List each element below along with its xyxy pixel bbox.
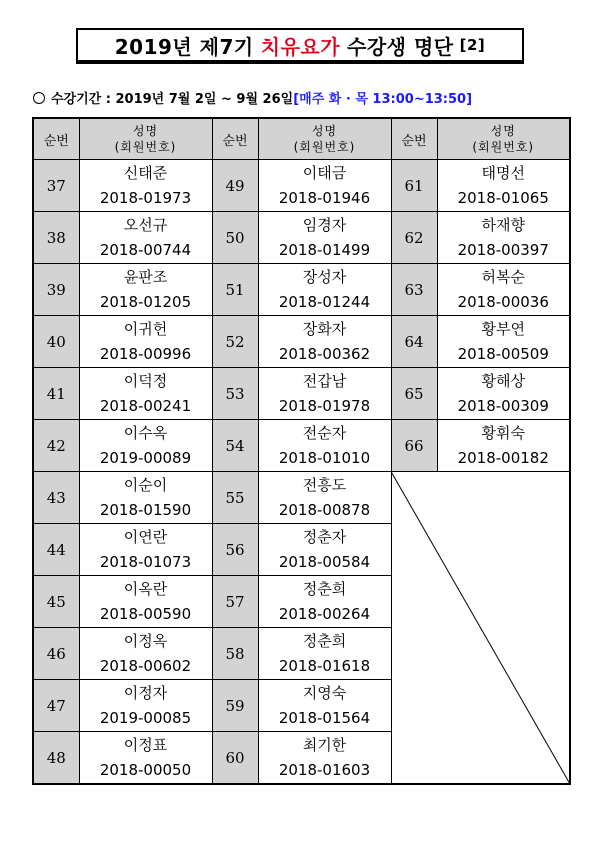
entry-number: 52 (212, 316, 258, 368)
entry-number: 64 (391, 316, 437, 368)
member-cell (437, 212, 570, 264)
member-name: 최기한 (302, 735, 347, 754)
entry-number: 38 (33, 212, 79, 264)
member-id: 2018-01244 (278, 292, 371, 311)
member-id: 2018-01618 (278, 656, 371, 675)
entry-number: 37 (33, 160, 79, 212)
entry-number: 60 (212, 732, 258, 785)
member-id: 2018-00241 (99, 396, 192, 415)
member-cell (79, 264, 212, 316)
entry-number: 65 (391, 368, 437, 420)
member-id: 2018-00182 (457, 448, 549, 467)
column-header-number: 순번 (33, 118, 79, 160)
member-cell (258, 576, 391, 628)
header-id-label: (회원번호) (472, 140, 535, 154)
entry-number: 56 (212, 524, 258, 576)
member-name: 이정옥 (123, 631, 168, 650)
column-header-name (79, 118, 212, 160)
member-id: 2019-00085 (99, 708, 192, 727)
member-cell (79, 628, 212, 680)
member-id: 2018-01065 (457, 188, 549, 207)
member-cell (258, 212, 391, 264)
member-name: 지영숙 (302, 683, 347, 702)
member-cell (258, 472, 391, 524)
member-cell (79, 472, 212, 524)
member-id: 2018-01499 (278, 240, 371, 259)
entry-number: 49 (212, 160, 258, 212)
entry-number: 62 (391, 212, 437, 264)
roster-table (32, 117, 571, 785)
entry-number: 51 (212, 264, 258, 316)
entry-number: 59 (212, 680, 258, 732)
member-cell (437, 420, 570, 472)
member-cell (79, 316, 212, 368)
entry-number: 41 (33, 368, 79, 420)
member-name: 황부연 (481, 319, 525, 338)
member-id: 2018-00590 (99, 604, 192, 623)
circle-bullet-icon (33, 92, 45, 104)
member-cell (79, 680, 212, 732)
member-cell (258, 732, 391, 785)
entry-number: 47 (33, 680, 79, 732)
member-id: 2018-00362 (278, 344, 371, 363)
member-name: 이덕정 (123, 371, 168, 390)
member-id: 2018-00744 (99, 240, 192, 259)
document-title (76, 28, 524, 64)
entry-number: 58 (212, 628, 258, 680)
entry-number: 54 (212, 420, 258, 472)
member-id: 2018-01590 (99, 500, 192, 519)
header-id-label: (회원번호) (114, 140, 177, 154)
member-cell (437, 316, 570, 368)
table-row (33, 212, 570, 264)
member-cell (437, 160, 570, 212)
entry-number: 40 (33, 316, 79, 368)
header-id-label: (회원번호) (293, 140, 356, 154)
member-id: 2018-00036 (457, 292, 549, 311)
member-id: 2018-01010 (278, 448, 371, 467)
member-name: 이연란 (123, 527, 168, 546)
member-id: 2019-00089 (99, 448, 192, 467)
table-row (33, 160, 570, 212)
member-cell (79, 160, 212, 212)
member-cell (258, 628, 391, 680)
entry-number: 39 (33, 264, 79, 316)
period-label: 수강기간 : 2019년 7월 2일 ~ 9월 26일 (51, 92, 294, 107)
member-name: 신태준 (123, 163, 168, 182)
member-name: 황휘숙 (481, 423, 525, 442)
header-name-label: 성명 (311, 124, 338, 138)
table-header-row (33, 118, 570, 160)
entry-number: 44 (33, 524, 79, 576)
member-name: 오선규 (123, 215, 168, 234)
member-name: 허복순 (481, 267, 525, 286)
entry-number: 50 (212, 212, 258, 264)
table-row (33, 368, 570, 420)
title-part: [2] (459, 36, 486, 54)
member-cell (79, 524, 212, 576)
table-row (33, 472, 570, 524)
member-cell (258, 680, 391, 732)
member-cell (258, 316, 391, 368)
column-header-number: 순번 (212, 118, 258, 160)
entry-number: 45 (33, 576, 79, 628)
member-name: 이정표 (123, 735, 168, 754)
entry-number: 46 (33, 628, 79, 680)
title-highlight: 치유요가 (260, 34, 341, 59)
member-name: 윤판조 (123, 267, 168, 286)
member-name: 이수옥 (123, 423, 168, 442)
member-name: 임경자 (302, 215, 347, 234)
header-name-label: 성명 (490, 124, 516, 138)
member-id: 2018-01603 (278, 760, 371, 779)
entry-number: 63 (391, 264, 437, 316)
title-rest: 수강생 명단 (347, 34, 454, 59)
entry-number: 53 (212, 368, 258, 420)
member-cell (437, 368, 570, 420)
entry-number: 55 (212, 472, 258, 524)
member-cell (79, 576, 212, 628)
period-schedule: [매주 화 · 목 13:00~13:50] (293, 92, 473, 107)
member-cell (437, 264, 570, 316)
member-id: 2018-00878 (278, 500, 371, 519)
member-name: 장화자 (302, 319, 347, 338)
member-id: 2018-00309 (457, 396, 549, 415)
member-id: 2018-00509 (457, 344, 549, 363)
entry-number: 42 (33, 420, 79, 472)
member-id: 2018-00264 (278, 604, 371, 623)
member-id: 2018-00602 (99, 656, 192, 675)
member-id: 2018-01946 (278, 188, 371, 207)
table-row (33, 420, 570, 472)
member-cell (79, 420, 212, 472)
member-cell (258, 160, 391, 212)
member-name: 하재향 (481, 215, 525, 234)
member-name: 전흥도 (302, 475, 347, 494)
member-cell (79, 368, 212, 420)
entry-number: 57 (212, 576, 258, 628)
member-cell (258, 264, 391, 316)
member-name: 이옥란 (123, 579, 168, 598)
member-id: 2018-01973 (99, 188, 192, 207)
empty-cell (391, 472, 570, 785)
member-name: 전갑남 (302, 371, 347, 390)
column-header-name (258, 118, 391, 160)
entry-number: 66 (391, 420, 437, 472)
member-id: 2018-01073 (99, 552, 192, 571)
entry-number: 48 (33, 732, 79, 785)
table-row (33, 264, 570, 316)
member-cell (79, 212, 212, 264)
member-name: 이귀헌 (123, 319, 168, 338)
member-id: 2018-00584 (278, 552, 371, 571)
title-year-part: 2019년 제7기 (114, 34, 254, 59)
member-cell (258, 368, 391, 420)
member-name: 정춘자 (302, 527, 347, 546)
member-name: 정춘희 (302, 631, 347, 650)
table-row (33, 316, 570, 368)
member-id: 2018-00996 (99, 344, 192, 363)
member-id: 2018-01564 (278, 708, 371, 727)
member-name: 장성자 (302, 267, 347, 286)
member-name: 태명선 (481, 163, 525, 182)
member-cell (258, 524, 391, 576)
member-id: 2018-00397 (457, 240, 549, 259)
member-cell (258, 420, 391, 472)
member-name: 이순이 (123, 475, 168, 494)
member-name: 전순자 (302, 423, 347, 442)
member-id: 2018-00050 (99, 760, 192, 779)
member-name: 이정자 (123, 683, 168, 702)
column-header-number: 순번 (391, 118, 437, 160)
member-cell (79, 732, 212, 785)
entry-number: 61 (391, 160, 437, 212)
member-name: 정춘희 (302, 579, 347, 598)
course-period (33, 88, 573, 107)
column-header-name (437, 118, 570, 160)
member-name: 황해상 (481, 371, 525, 390)
member-id: 2018-01978 (278, 396, 371, 415)
member-id: 2018-01205 (99, 292, 192, 311)
member-name: 이태금 (302, 163, 347, 182)
header-name-label: 성명 (132, 124, 159, 138)
entry-number: 43 (33, 472, 79, 524)
